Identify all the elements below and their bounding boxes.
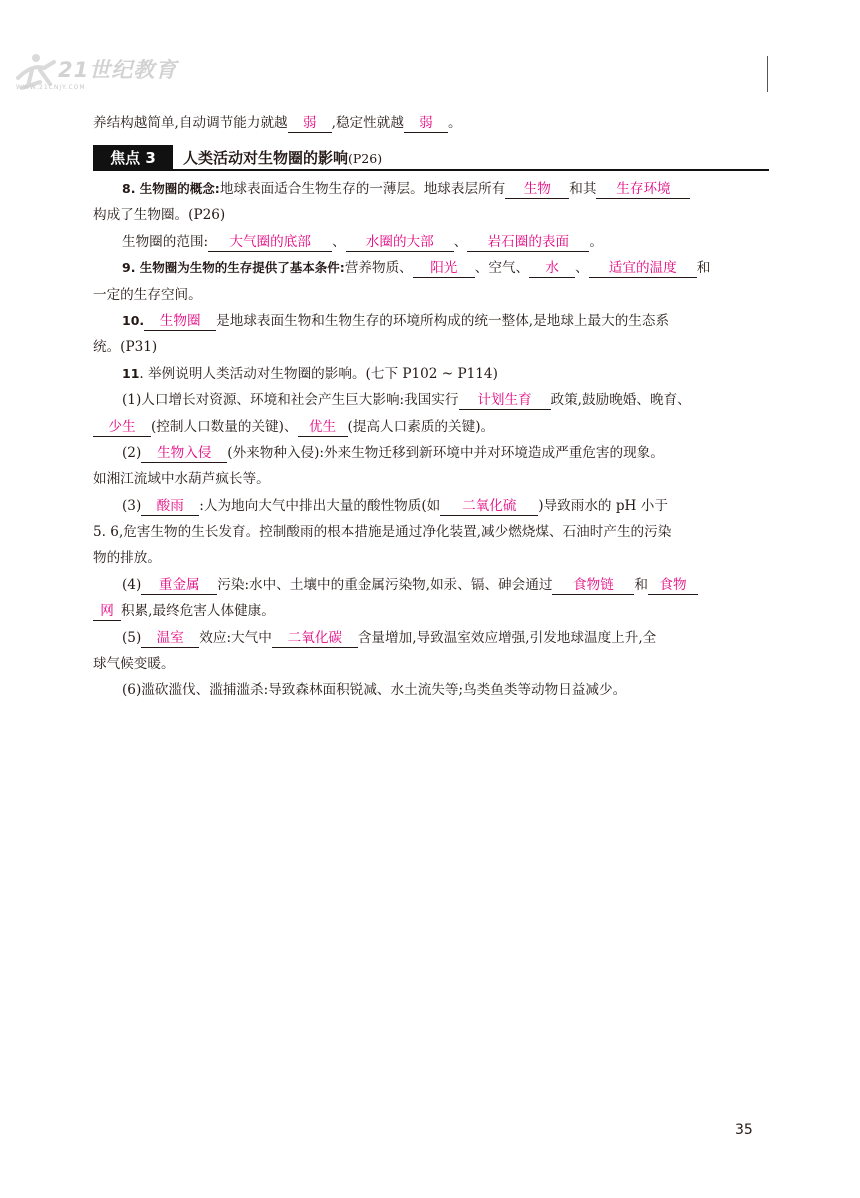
item3-line-1	[93, 493, 769, 519]
text: 统。(P31)	[93, 339, 158, 356]
focus-title-text: 人类活动对生物圈的影响	[183, 149, 349, 167]
question-lead: . 生物圈的概念:	[130, 181, 220, 196]
item6-line	[93, 677, 769, 703]
text: (3)	[122, 497, 142, 514]
text: ,稳定性就越	[331, 115, 404, 131]
text: 和其	[569, 181, 597, 197]
text: 。	[589, 233, 603, 250]
text: (提高人口素质的关键)。	[347, 418, 495, 435]
answer-blank: 二氧化碳	[272, 630, 358, 648]
text: 是地球表面生物和生物生存的环境所构成的统一整体,是地球上最大的生态系	[216, 312, 670, 329]
text: 、	[332, 233, 346, 250]
text: (外来物种入侵):外来生物迁移到新环境中并对环境造成严重危害的现象。	[227, 444, 664, 461]
text: 如湘江流域中水葫芦疯长等。	[93, 471, 270, 488]
text: 地球表面适合生物生存的一薄层。地球表层所有	[219, 181, 506, 197]
answer-blank: 生物入侵	[141, 445, 227, 463]
item1-line-2	[93, 414, 769, 440]
answer-blank: 弱	[404, 115, 448, 133]
text: . 举例说明人类活动对生物圈的影响。(七下 P102 ~ P114)	[139, 365, 498, 382]
q9-line-2	[93, 282, 769, 308]
q8-range-line	[93, 229, 769, 255]
text: 含量增加,导致温室效应增强,引发地球温度上升,全	[357, 629, 657, 646]
question-number: 9	[122, 260, 131, 276]
text: 政策,鼓励晚婚、晚育、	[550, 392, 691, 409]
text: 和	[696, 260, 711, 277]
focus-tag: 焦点 3	[93, 145, 173, 171]
text: 、	[575, 260, 589, 277]
item5-line-1	[93, 625, 769, 651]
q8-line-2	[93, 202, 769, 228]
item4-line-2	[93, 598, 769, 624]
question-lead: . 生物圈为生物的生存提供了基本条件:	[130, 260, 345, 276]
corner-divider	[767, 56, 768, 92]
focus-underline	[93, 169, 769, 171]
answer-blank: 阳光	[413, 260, 475, 278]
text: 养结构越简单,自动调节能力就越	[93, 115, 288, 131]
text: (5)	[122, 629, 142, 646]
answer-blank: 温室	[141, 630, 199, 648]
focus-page-ref: (P26)	[348, 151, 383, 166]
text: 污染:水中、土壤中的重金属污染物,如汞、镉、砷会通过	[217, 576, 553, 593]
q10-line-1	[93, 308, 769, 334]
text: (6)滥砍滥伐、滥捕滥杀:导致森林面积锐减、水土流失等;鸟类鱼类等动物日益减少。	[122, 682, 627, 699]
answer-blank: 生物圈	[144, 313, 216, 331]
answer-blank: 食物	[648, 577, 698, 595]
text: 积累,最终危害人体健康。	[121, 603, 275, 620]
item3-line-2	[93, 519, 769, 545]
item5-line-2	[93, 651, 769, 677]
text: 效应:大气中	[199, 629, 272, 646]
q8-line-1	[93, 176, 769, 202]
content-body	[93, 176, 769, 704]
text: 球气候变暖。	[93, 656, 175, 673]
text: 营养物质、	[344, 260, 413, 277]
intro-line	[93, 110, 769, 136]
question-number: 8	[122, 181, 131, 196]
item2-line-2	[93, 466, 769, 492]
answer-blank: 网	[93, 603, 121, 621]
answer-blank: 岩石圈的表面	[467, 234, 589, 252]
answer-blank: 食物链	[552, 577, 634, 595]
text: )导致雨水的 pH 小于	[538, 497, 668, 514]
answer-blank: 优生	[298, 419, 348, 437]
q11-line	[93, 361, 769, 387]
answer-blank: 水	[529, 260, 575, 278]
answer-blank: 生物	[505, 181, 569, 199]
text: 生物圈的范围:	[122, 233, 209, 250]
answer-blank: 少生	[93, 419, 151, 437]
text: (控制人口数量的关键)、	[151, 418, 298, 435]
text: :人为地向大气中排出大量的酸性物质(如	[199, 497, 441, 514]
q9-line-1	[93, 255, 769, 281]
answer-blank: 大气圈的底部	[208, 234, 332, 252]
text: 、空气、	[474, 260, 530, 277]
answer-blank: 适宜的温度	[589, 260, 697, 278]
item1-line-1	[93, 387, 769, 413]
text: (2)	[122, 444, 142, 461]
answer-blank: 二氧化硫	[440, 498, 538, 516]
page-number: 35	[735, 1122, 753, 1138]
question-dot: .	[139, 312, 145, 328]
question-number: 10	[122, 312, 140, 328]
item2-line-1	[93, 440, 769, 466]
focus-header	[93, 145, 769, 171]
answer-blank: 计划生育	[459, 392, 551, 410]
q10-line-2	[93, 334, 769, 360]
text: 5. 6,危害生物的生长发育。控制酸雨的根本措施是通过净化装置,减少燃烧煤、石油时产生的污染	[93, 524, 672, 541]
answer-blank: 酸雨	[141, 498, 199, 516]
text: (1)人口增长对资源、环境和社会产生巨大影响:我国实行	[122, 392, 459, 409]
text: 。	[447, 115, 462, 131]
text: 一定的生存空间。	[93, 286, 202, 303]
answer-blank: 重金属	[141, 577, 217, 595]
answer-blank: 弱	[288, 115, 332, 133]
answer-blank: 生存环境	[596, 181, 690, 199]
text: 物的排放。	[93, 550, 161, 567]
focus-title	[183, 145, 382, 172]
text: 和	[634, 576, 649, 593]
text: 、	[453, 233, 468, 250]
item3-line-3	[93, 545, 769, 571]
text: (4)	[122, 576, 142, 593]
publisher-logo-text: 21世纪教育	[58, 58, 178, 82]
publisher-logo-url: WWW.21CNJY.COM	[16, 84, 86, 91]
text: 构成了生物圈。(P26)	[93, 207, 226, 224]
answer-blank: 水圈的大部	[346, 234, 454, 252]
item4-line-1	[93, 572, 769, 598]
question-number: 11	[122, 365, 140, 381]
intro-block	[93, 110, 769, 136]
